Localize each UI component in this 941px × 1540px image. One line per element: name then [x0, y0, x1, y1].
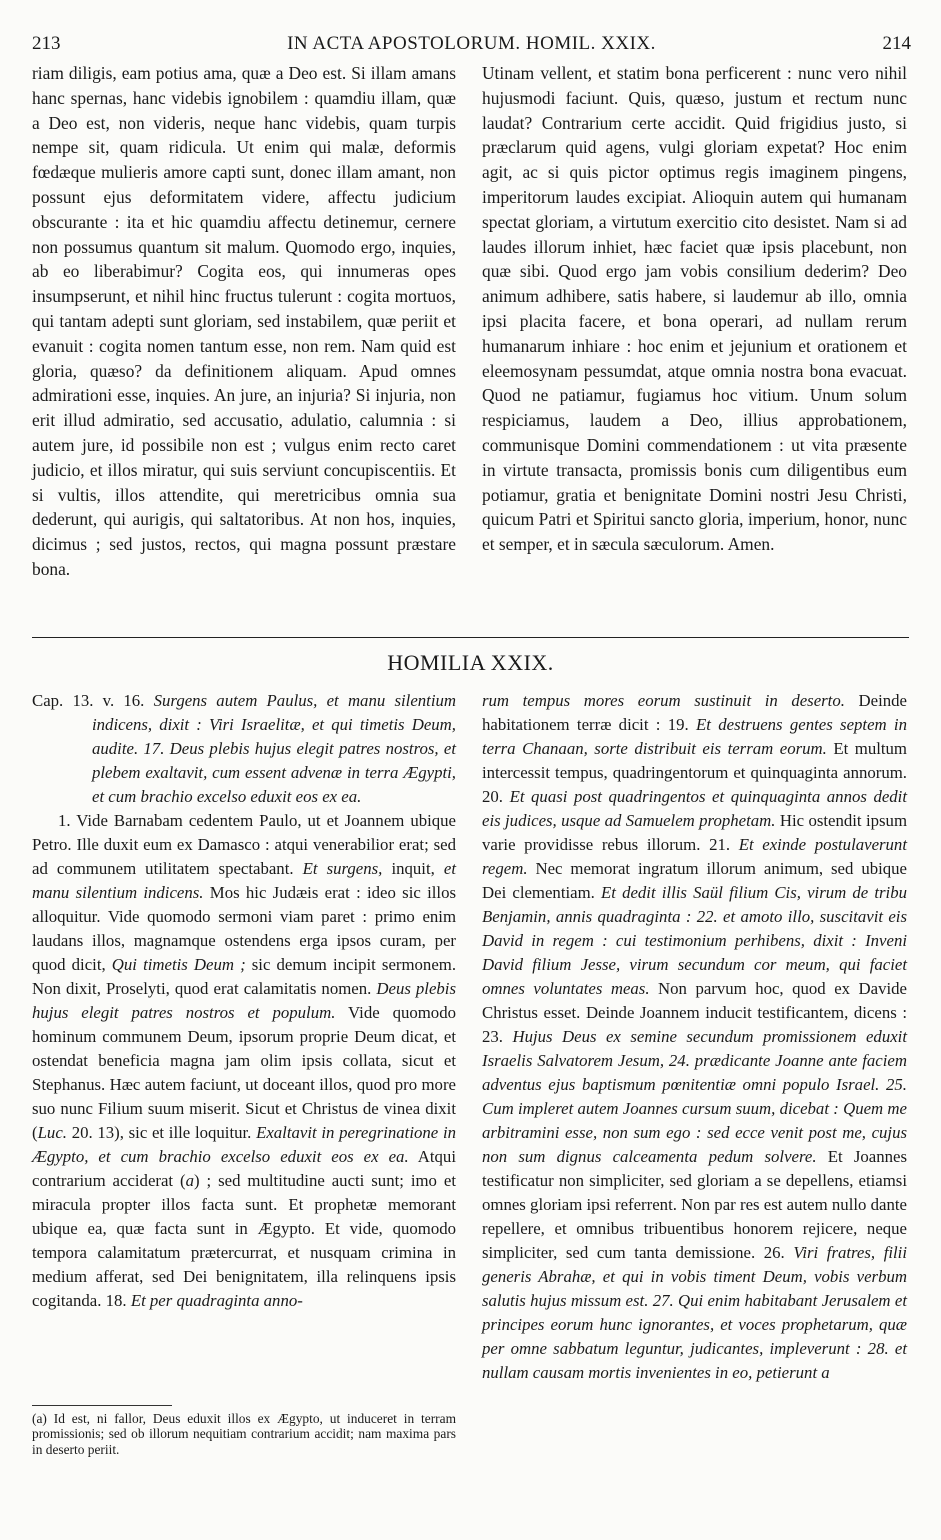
scripture-quote: Viri fratres, filii generis Abrahæ, et qui in vobis timent Deum, vobis verbum salutis hujus missum est. 27. Qui enim habitabant Jerusalem et principes eorum hunc ignorantes, et voces prophetarum, quæ per omne sabbatum leguntur, judicantes, impleverunt : 28. et nullam causam mortis invenientes in eo, petierunt a — [482, 1243, 908, 1382]
body-text: Nec memorat ingratum illorum animum, sed ubique Dei clementiam. — [482, 859, 907, 902]
bottom-right-column — [482, 689, 907, 1385]
scripture-quote: Exaltavit in peregrinatione in Ægypto, et cum brachio excelso eduxit eos ex ea. — [32, 1123, 456, 1166]
body-text: inquit, — [391, 859, 435, 878]
scripture-quote: rum tempus mores eorum sustinuit in deserto. — [482, 691, 845, 710]
homily-title: HOMILIA XXIX. — [387, 650, 554, 675]
chapter-reference: Cap. 13. v. 16. — [32, 691, 145, 710]
top-left-column — [32, 61, 456, 582]
scripture-quote: et manu silentium indicens. — [32, 859, 456, 902]
body-text: Vide quomodo hominum communem Deum, ipsorum proprie Deum dicat, et ostendat beneficia magna jam olim ipsis collata, sicut et Stephanus. Hæc autem faciunt, ut doceant illos, quod pro more suo nunc Filium suum miserit. Sicut et Christus de vinea dixit ( — [32, 1003, 456, 1142]
scripture-quote: Hujus Deus ex semine secundum promissionem eduxit Israelis Salvatorem Jesum, 24. prædicante Joanne ante faciem adventus ejus baptismum pœnitentiæ omni populo Israel. 25. Cum impleret autem Joannes cursum suum, dicebat : Quem me arbitramini esse, non sum ego : sed ecce venit post me, cujus non sum dignus calceamenta pedum solvere. — [482, 1027, 907, 1166]
footnote-marker: a — [185, 1171, 195, 1190]
footnote-text: (a) Id est, ni fallor, Deus eduxit illos ex Ægypto, ut induceret in terram promissionis; sed ob illorum nequitiam contrarium accidit; nam maxima pars in deserto periit. — [32, 1411, 456, 1457]
scripture-quote: Et surgens, — [302, 859, 383, 878]
body-text: ) ; sed multitudine aucti sunt; imo et miracula propter illos facta sunt. Et prophetæ memorant ubique ea, quæ facta sunt in Ægypto. Et vide, quomodo tempora calamitatum prætercurrat, et nusquam crimina in medium afferat, sed Dei benignitatem, illa relinquens ipsis cogitanda. 18. — [32, 1171, 456, 1310]
body-paragraph — [32, 809, 456, 1313]
body-text: 20. 13), sic et ille loquitur. — [71, 1123, 252, 1142]
scripture-quote: Deus plebis hujus elegit patres nostros et populum. — [32, 979, 456, 1022]
body-text: Et Joannes testificatur non simpliciter, sed gloriam a se depellens, etiamsi omnes gloriam ipsi referrent. Non par res est autem nullo dante repellere, et omnibus tribuentibus honorem rejicere, neque simpliciter, sed cum tanta demissione. 26. — [482, 1147, 907, 1262]
body-text: Mos hic Judæis erat : ideo sic illos alloquitur. Vide quomodo sermoni viam paret : primo enim laudans illos, magnamque ostendens erga ipsos curam, per quod dicit, — [32, 883, 456, 974]
summary-text: Surgens autem Paulus, et manu silentium indicens, dixit : Viri Israelitæ, et qui timetis Deum, audite. 17. Deus plebis hujus elegit patres nostros, et plebem exaltavit, cum essent advenæ in terra Ægypti, et cum brachio excelso eduxit eos ex ea. — [92, 691, 456, 806]
scripture-quote: Et dedit illis Saül filium Cis, virum de tribu Benjamin, annis quadraginta : 22. et amoto illo, suscitavit eis David in regem : cui testimonium perhibens, dixit : Inveni David filium Jesse, virum secundum cor meum, qui faciet omnes voluntates meas. — [482, 883, 908, 998]
body-text: Deinde habitationem terræ dicit : 19. — [482, 691, 907, 734]
page-number-right: 214 — [882, 33, 911, 54]
citation: Luc. — [37, 1123, 67, 1142]
running-title: IN ACTA APOSTOLORUM. HOMIL. XXIX. — [287, 33, 656, 54]
section-divider — [32, 637, 909, 638]
body-text: sic demum incipit sermonem. Non dixit, Proselyti, quod erat calamitatis nomen. — [32, 955, 457, 998]
body-text: Et multum intercessit tempus, quadringentorum et quinquaginta annorum. 20. — [482, 739, 907, 806]
body-text: 1. Vide Barnabam cedentem Paulo, ut et Joannem ubique Petro. Ille duxit eum ex Damasco : atqui venerabilior erat; sed ad communem utilitatem spectabant. — [32, 811, 456, 878]
body-text: Atqui contrarium acciderat ( — [32, 1147, 456, 1190]
scripture-quote: Qui timetis Deum ; — [111, 955, 246, 974]
scripture-quote: Et quasi post quadringentos et quinquaginta annos dedit eis judices, usque ad Samuelem prophetam. — [482, 787, 907, 830]
top-right-column — [482, 61, 907, 557]
body-text: Hic ostendit ipsum varie providisse rebus illorum. 21. — [482, 811, 907, 854]
top-right-paragraph: Utinam vellent, et statim bona perficerent : nunc vero nihil hujusmodi faciunt. Quis, quæso, justum et rectum nunc laudat? Contrarium certe accidit. Quid frigidius justo, si præclarum quid agens, vulgi gloriam expetat? Hoc enim agit, ac si quis pictor optimus regis imaginem pingens, imperitorum laudes excipiat. Alioquin autem qui humanam spectat gloriam, a virtutum exercitio cito desistet. Nam si ad laudes illorum inhiet, hæc faciet quæ ipsis placebunt, non quæ sibi. Quod ergo jam vobis consilium dederim? Deo animum adhibere, satis habere, si laudemur ab illo, omnia ipsi placita facere, et bona operari, ad nullam rerum humanarum inhiare : hoc enim et jejunium et orationem et eleemosynam pessumdat, atque omnia nostra bona evacuat. Quod ne patiamur, fugiamus hoc vitium. Unum solum respiciamus, laudem a Deo, illius approbationem, communisque Domini commendationem : ut vita præsente in virtute transacta, promissis bonis cum diligentibus eum potiamur, gratia et benignitate Domini nostri Jesu Christi, quicum Patri et Spiritui sancto gloria, imperium, honor, nunc et semper, et in sæcula sæculorum. Amen. — [482, 63, 907, 555]
scripture-quote: Et exinde postulaverunt regem. — [482, 835, 907, 878]
chapter-summary — [32, 689, 456, 809]
body-paragraph — [482, 689, 907, 1385]
scripture-quote: Et per quadraginta anno- — [130, 1291, 303, 1310]
running-header — [32, 33, 911, 57]
scripture-quote: Et destruens gentes septem in terra Chanaan, sorte distribuit eis terram eorum. — [482, 715, 907, 758]
body-text: Non parvum hoc, quod ex Davide Christus esset. Deinde Joannem inducit testificantem, dicens : 23. — [482, 979, 907, 1046]
page-number-left: 213 — [32, 33, 61, 54]
bottom-left-column — [32, 689, 456, 1313]
footnote — [32, 1411, 456, 1457]
footnote-rule — [32, 1405, 172, 1406]
top-left-paragraph: riam diligis, eam potius ama, quæ a Deo est. Si illam amans hanc spernas, hanc videbis ignobilem : quamdiu illam, quæ a Deo est, non videris, neque hanc videbis, quam turpis nempe sit, quam ridicula. Ut enim qui malæ, deformis fœdæque mulieris amore capti sunt, donec illam amant, non possunt ejus deformitatem videre, affectu judicium obscurante : ita et hic quamdiu affectu detinemur, cernere non possumus quantum sit malum. Quomodo ergo, inquies, ab eo liberabimur? Cogita eos, qui innumeras opes insumpserunt, et nihil hinc fructus tulerunt : cogita mortuos, qui tantam adepti sunt gloriam, sed instabilem, quæ periit et evanuit : cogita nomen tantum esse, non rem. Nam quid est gloria, quæso? da definitionem aliquam. Apud omnes admirationi esse, inquies. An jure, an injuria? Si injuria, non erit illud admiratio, sed accusatio, adulatio, calumnia : si autem jure, id possibile non est ; vulgus enim recto caret judicio, et illos miratur, qui suis serviunt concupiscentiis. Et si vultis, illos attendite, qui meretricibus omnia sua dederunt, qui aurigis, qui saltatoribus. At non hos, inquies, dicimus ; sed justos, rectos, qui magna possunt præstare bona. — [32, 63, 456, 579]
